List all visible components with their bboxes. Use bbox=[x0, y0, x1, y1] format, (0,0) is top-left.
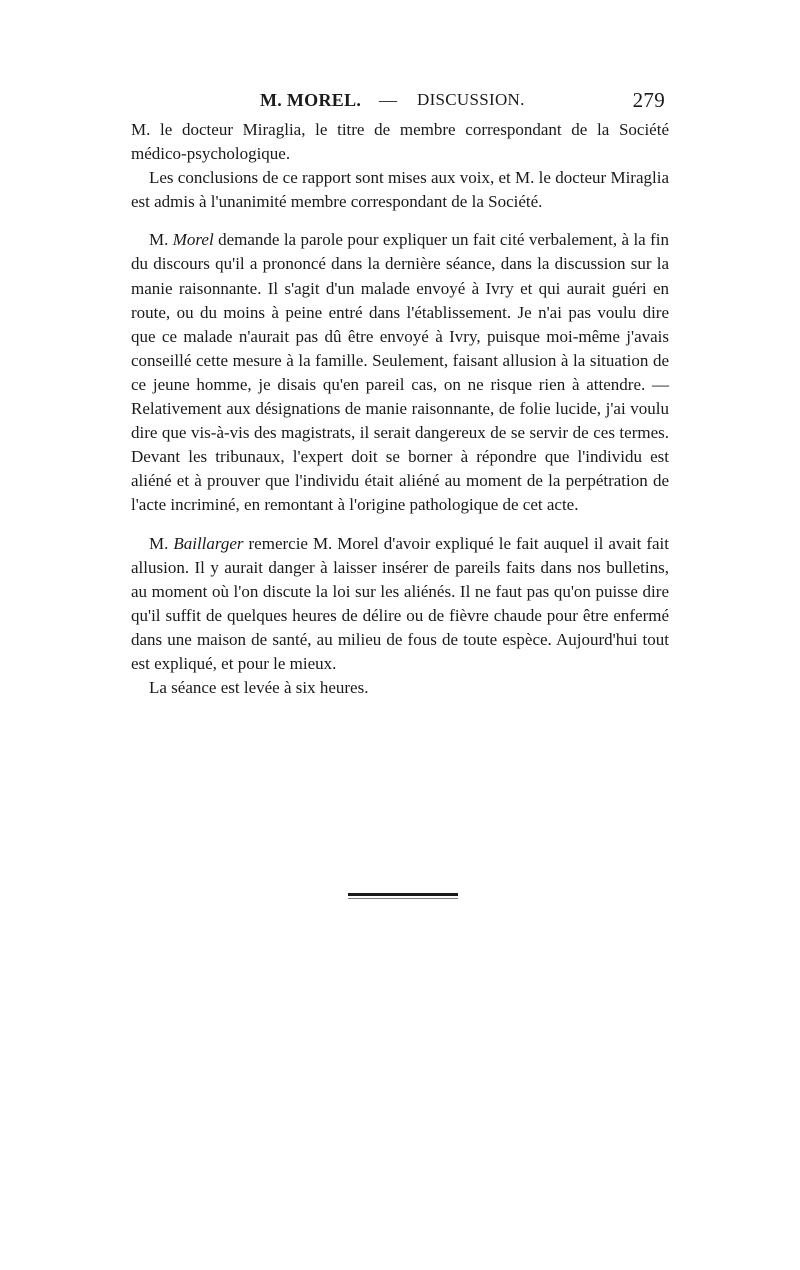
paragraph-5: La séance est levée à six heures. bbox=[149, 678, 369, 698]
end-rule bbox=[348, 893, 458, 896]
body-text bbox=[131, 118, 669, 700]
header-author: M. MOREL. bbox=[260, 90, 362, 110]
paragraph-1: M. le docteur Miraglia, le titre de membre correspondant de la Société médico-psychologique. bbox=[131, 120, 669, 164]
speaker-prefix: M. bbox=[149, 533, 174, 553]
paragraph-2: Les conclusions de ce rapport sont mises aux voix, et M. le docteur Miraglia est admis à l'unanimité membre correspondant de la Société. bbox=[131, 168, 669, 212]
paragraph-3-text: demande la parole pour expliquer un fait cité verbalement, à la fin du discours qu'il a prononcé dans la dernière séance, dans la discussion sur la manie raisonnante. Il s'agit d'un malade envoyé à Ivry et qui aurait guéri en route, ou du moins à peine entré dans l'établissement. Je n'ai pas voulu dire que ce malade n'aurait pas dû être envoyé à Ivry, puisque moi-même j'avais conseillé cette mesure à la famille. Seulement, faisant allusion à la situation de ce jeune homme, je disais qu'en pareil cas, on ne risque rien à attendre. — Relativement aux désignations de manie raisonnante, de folie lucide, j'ai voulu dire que vis-à-vis des magistrats, il serait dangereux de se servir de ces termes. Devant les tribunaux, l'expert doit se borner à répondre que l'individu est aliéné et à prouver que l'individu était aliéné au moment de la perpétration de l'acte incriminé, en remontant à l'origine pathologique de cet acte. bbox=[131, 230, 669, 515]
page-number: 279 bbox=[632, 88, 665, 112]
speaker-name: Baillarger bbox=[173, 533, 244, 553]
end-rule-underline bbox=[348, 898, 458, 899]
header-separator: — bbox=[379, 90, 398, 110]
paragraph-3 bbox=[131, 228, 669, 517]
document-page bbox=[131, 88, 669, 700]
running-header bbox=[131, 88, 669, 118]
speaker-name: Morel bbox=[172, 230, 214, 250]
paragraph-4-text: remercie M. Morel d'avoir expliqué le fait auquel il avait fait allusion. Il y aurait danger à laisser insérer de pareils faits dans nos bulletins, au moment où l'on discute la loi sur les aliénés. Il ne faut pas qu'on puisse dire qu'il suffit de quelques heures de délire ou de fièvre chaude pour être enfermé dans une maison de santé, au milieu de fous de toute espèce. Aujourd'hui tout est expliqué, et pour le mieux. bbox=[131, 533, 669, 673]
paragraph-4 bbox=[131, 532, 669, 677]
speaker-prefix: M. bbox=[149, 230, 173, 250]
header-section: DISCUSSION. bbox=[417, 90, 525, 109]
